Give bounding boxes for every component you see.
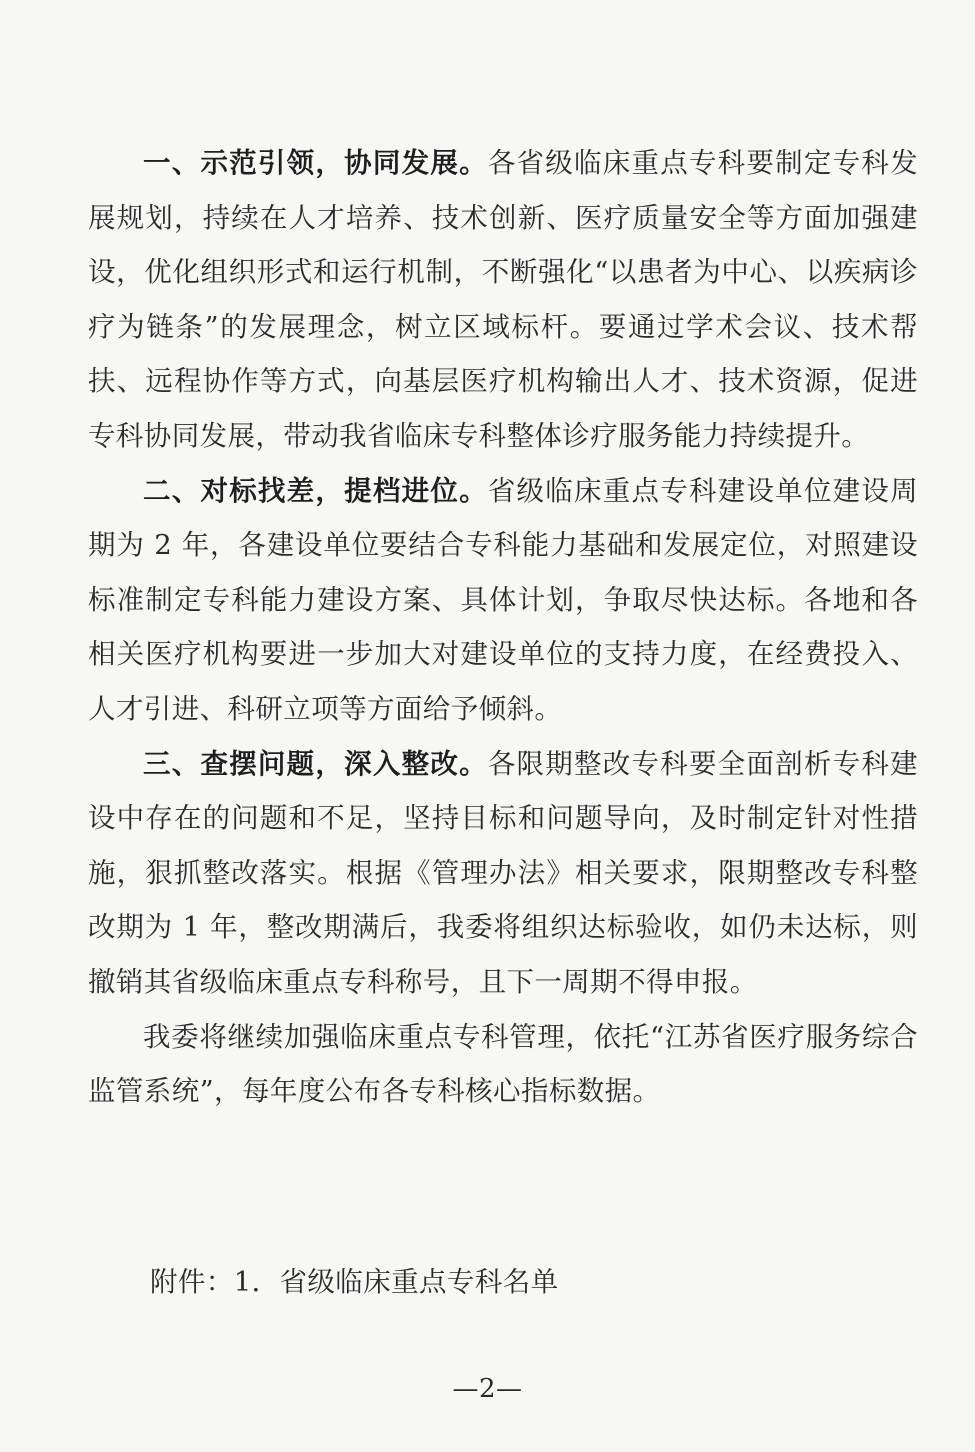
section-heading-2: 二、对标找差，提档进位。 xyxy=(143,474,488,507)
document-body xyxy=(88,136,918,1119)
page-number: —2— xyxy=(452,1374,523,1404)
section-paragraph-3 xyxy=(88,737,918,1010)
section-heading-1: 一、示范引领，协同发展。 xyxy=(143,147,488,179)
section-body-2: 省级临床重点专科建设单位建设周期为 2 年，各建设单位要结合专科能力基础和发展定位，对照建设标准制定专科能力建设方案、具体计划，争取尽快达标。各地和各相关医疗机构要进一步加大对建设单位的支持力度，在经费投入、人才引进、科研立项等方面给予倾斜。 xyxy=(88,474,918,725)
closing-paragraph: 我委将继续加强临床重点专科管理，依托“江苏省医疗服务综合监管系统”，每年度公布各专科核心指标数据。 xyxy=(88,1020,918,1108)
section-paragraph-1 xyxy=(88,136,918,464)
section-body-1: 各省级临床重点专科要制定专科发展规划，持续在人才培养、技术创新、医疗质量安全等方面加强建设，优化组织形式和运行机制，不断强化“以患者为中心、以疾病诊疗为链条”的发展理念，树立区域标杆。要通过学术会议、技术帮扶、远程协作等方式，向基层医疗机构输出人才、技术资源，促进专科协同发展，带动我省临床专科整体诊疗服务能力持续提升。 xyxy=(88,147,918,452)
section-paragraph-2 xyxy=(88,464,918,737)
section-body-3: 各限期整改专科要全面剖析专科建设中存在的问题和不足，坚持目标和问题导向，及时制定针对性措施，狠抓整改落实。根据《管理办法》相关要求，限期整改专科整改期为 1 年，整改期满后，我委将组织达标验收，如仍未达标，则撤销其省级临床重点专科称号，且下一周期不得申报。 xyxy=(88,747,918,998)
attachment-line: 附件：1．省级临床重点专科名单 xyxy=(150,1266,559,1298)
section-heading-3: 三、查摆问题，深入整改。 xyxy=(143,747,488,780)
